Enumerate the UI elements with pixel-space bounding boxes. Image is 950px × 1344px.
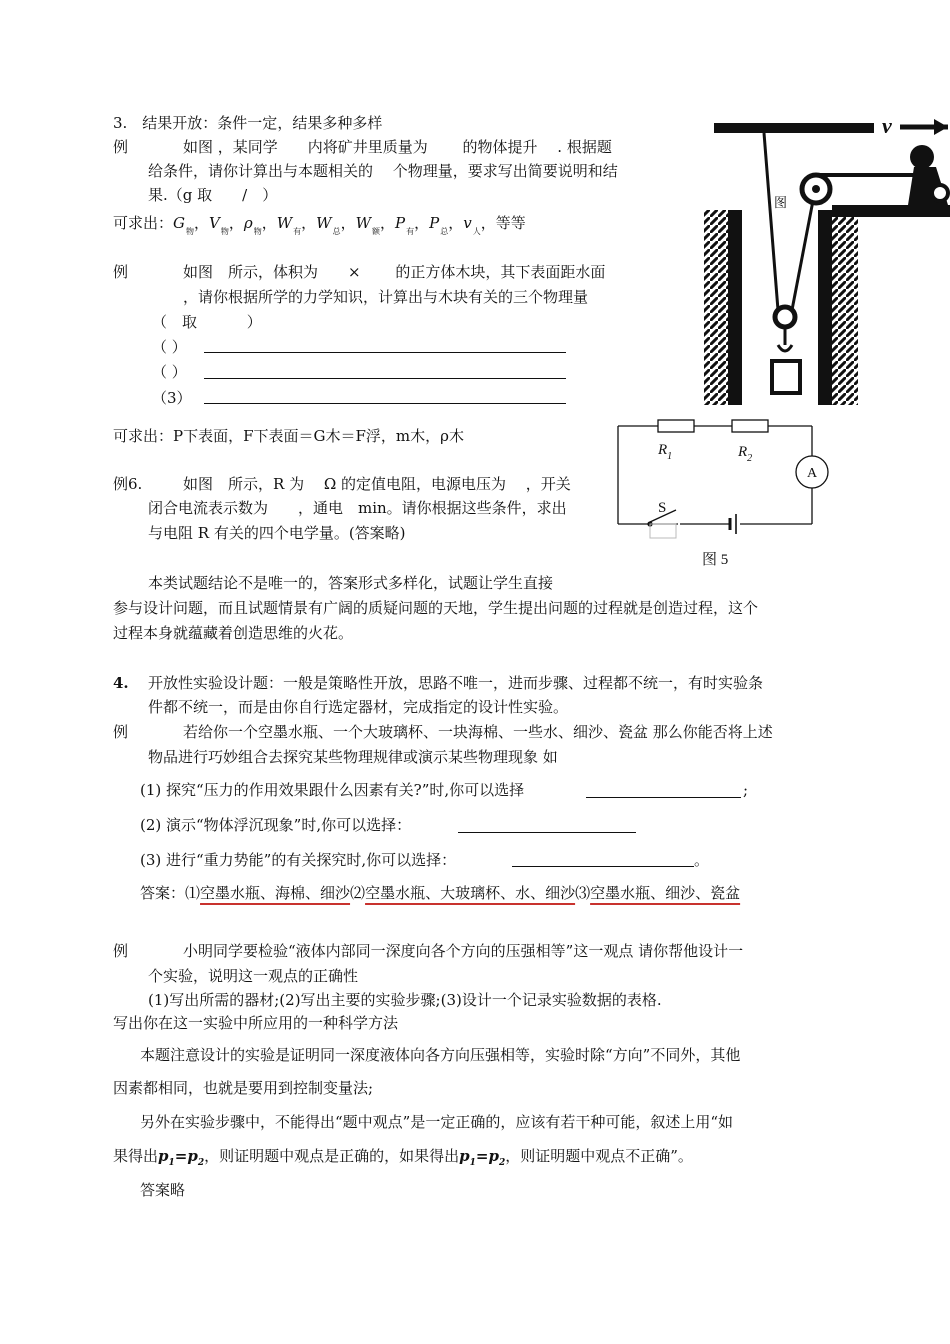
example-text: 与电阻 R 有关的四个电学量。(答案略): [148, 524, 406, 542]
explanation-part: ，则证明题中观点是正确的，如果得出: [204, 1147, 460, 1165]
formula: $p_1=p_2$: [459, 1147, 506, 1168]
explanation-text: 另外在实验步骤中，不能得出“题中观点”是一定正确的，应该有若干种可能，叙述上用“如: [140, 1113, 734, 1131]
resistor-r2-label: $R_2$: [738, 444, 753, 464]
answer-quantity: $W_有$: [276, 214, 302, 236]
explanation-text: 本题注意设计的实验是证明同一深度液体向各方向压强相等，实验时除“方向”不同外，其他: [140, 1046, 741, 1064]
explanation-part: ，则证明题中观点不正确”。: [505, 1147, 693, 1165]
answer-blank[interactable]: [586, 797, 741, 798]
section4-number: 4.: [113, 674, 129, 692]
example-text: 如图 ，某同学 内将矿井里质量为 的物体提升 . 根据题: [183, 138, 612, 156]
answer-prefix: 可求出：: [113, 214, 174, 232]
example-text: (1)写出所需的器材;(2)写出主要的实验步骤;(3)设计一个记录实验数据的表格.: [148, 991, 662, 1009]
resistor-r1-label: $R_1$: [658, 442, 673, 462]
answer-blank[interactable]: [458, 832, 636, 833]
example-text: 如图 所示，体积为 × 的正方体木块，其下表面距水面: [183, 263, 606, 281]
answer-num: ⑴: [185, 884, 201, 902]
example-label: 例: [113, 138, 129, 156]
example-text: （ 取 ）: [152, 313, 262, 331]
example-label: 例: [113, 942, 129, 960]
question-end: 。: [694, 851, 710, 869]
answer-quantity: $\rho_物$: [243, 214, 262, 236]
answer-blank[interactable]: [204, 352, 566, 353]
answer-quantity: $P_总$: [429, 214, 449, 236]
answer-3: 空墨水瓶、细沙、瓷盆: [590, 884, 741, 902]
mine-shaft-figure: [686, 105, 950, 405]
question-end: ;: [743, 781, 749, 799]
question-2: (2) 演示“物体浮沉现象”时,你可以选择：: [140, 816, 412, 834]
blank-item-label: （ ）: [152, 338, 187, 356]
example-text: 闭合电流表示数为 ，通电 min。请你根据这些条件，求出: [148, 499, 567, 517]
blank-item-label: （ ）: [152, 363, 187, 381]
answer-1: 空墨水瓶、海棉、细沙: [200, 884, 351, 902]
example-label: 例: [113, 723, 129, 741]
example-text: 个实验，说明这一观点的正确性: [148, 967, 359, 985]
answer-line: [113, 426, 464, 446]
formula: $p_1=p_2$: [158, 1147, 205, 1168]
example-text: 写出你在这一实验中所应用的一种科学方法: [113, 1014, 399, 1032]
example-text: 物品进行巧妙组合去探究某些物理规律或演示某些物理现象 如: [148, 748, 558, 766]
section4-title: 开放性实验设计题：一般是策略性开放，思路不唯一，进而步骤、过程都不统一，有时实验条: [148, 674, 764, 692]
answer-blank[interactable]: [204, 403, 566, 404]
summary-text: 过程本身就蕴藏着创造思维的火花。: [113, 624, 354, 642]
example-text: 果.（g 取 / ）: [148, 186, 278, 204]
answer-prefix: 答案：: [140, 884, 186, 902]
answer-quantity: $W_额$: [355, 214, 381, 236]
answer-line: [140, 883, 740, 903]
answer-blank[interactable]: [204, 378, 566, 379]
summary-text: 参与设计问题，而且试题情景有广阔的质疑问题的天地，学生提出问题的过程就是创造过程，这个: [113, 599, 759, 617]
ammeter-label: A: [807, 466, 818, 481]
example-label: 例: [113, 263, 129, 281]
answer-quantity: $G_物$: [173, 214, 194, 236]
blank-item-label: （3）: [152, 389, 192, 407]
answer-num: ⑶: [575, 884, 591, 902]
velocity-label: v: [882, 113, 892, 138]
example-text: ，请你根据所学的力学知识，计算出与木块有关的三个物理量: [183, 288, 589, 306]
answer-quantity: $V_物$: [209, 214, 229, 236]
answer-text: P下表面，F下表面＝G木＝F浮，m木，ρ木: [173, 427, 464, 445]
explanation-text: [113, 1146, 693, 1173]
answer-suffix: 等等: [495, 214, 526, 232]
example-text: 若给你一个空墨水瓶、一个大玻璃杯、一块海棉、一些水、细沙、瓷盆 那么你能否将上述: [183, 723, 773, 741]
question-1: (1) 探究“压力的作用效果跟什么因素有关?”时,你可以选择: [140, 781, 525, 799]
example-text: 小明同学要检验“液体内部同一深度向各个方向的压强相等”这一观点 请你帮他设计一: [183, 942, 744, 960]
answer-prefix: 可求出：: [113, 427, 174, 445]
answer-line: [113, 213, 526, 242]
circuit-caption: 图 5: [702, 552, 729, 568]
switch-label: S: [658, 500, 667, 516]
answer-quantity: $v_人$: [463, 214, 481, 236]
summary-text: 本类试题结论不是唯一的，答案形式多样化，试题让学生直接: [148, 574, 554, 592]
answer-blank[interactable]: [512, 866, 694, 867]
example-label: 例6.: [113, 475, 143, 493]
explanation-part: 果得出: [113, 1147, 159, 1165]
explanation-text: 因素都相同，也就是要用到控制变量法;: [113, 1079, 374, 1097]
answer-omitted: 答案略: [140, 1181, 186, 1199]
answer-quantity: $P_有$: [395, 214, 415, 236]
question-3: (3) 进行“重力势能”的有关探究时,你可以选择：: [140, 851, 457, 869]
circuit-figure: [610, 412, 840, 572]
answer-quantity: $W_总$: [316, 214, 341, 236]
answer-num: ⑵: [350, 884, 366, 902]
answer-2: 空墨水瓶、大玻璃杯、水、细沙: [365, 884, 576, 902]
answer-items: $G_物$，$V_物$，$\rho_物$，$W_有$，$W_总$，$W_额$，$P_有$，$P_总$，$v_人$，: [173, 214, 496, 236]
mine-figure-label: 图: [774, 195, 788, 210]
example-text: 给条件，请你计算出与本题相关的 个物理量，要求写出简要说明和结: [148, 162, 618, 180]
section3-title: 3. 结果开放：条件一定，结果多种多样: [113, 114, 383, 132]
section4-title: 件都不统一，而是由你自行选定器材，完成指定的设计性实验。: [148, 698, 569, 716]
example-text: 如图 所示，R 为 Ω 的定值电阻，电源电压为 ，开关: [183, 475, 571, 493]
